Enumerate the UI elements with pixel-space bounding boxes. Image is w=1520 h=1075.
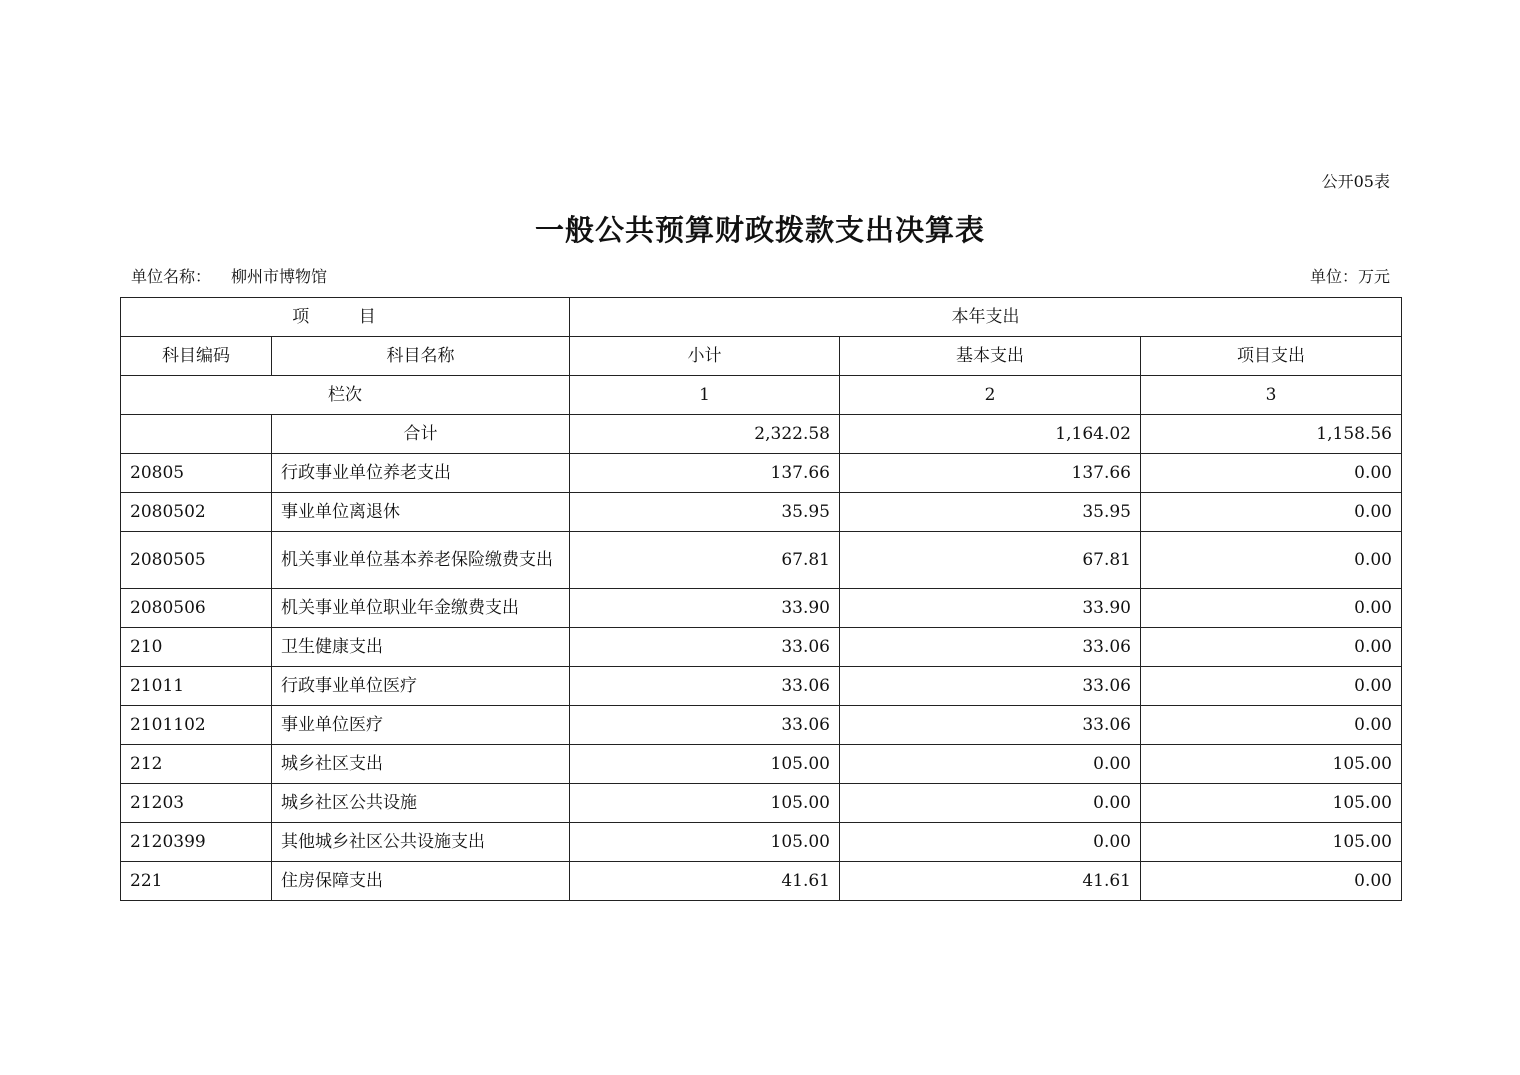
row-subtotal: 105.00 [570, 823, 840, 862]
row-basic: 137.66 [840, 454, 1141, 493]
row-code: 212 [121, 745, 272, 784]
row-basic: 33.90 [840, 589, 1141, 628]
row-subtotal: 137.66 [570, 454, 840, 493]
row-code: 221 [121, 862, 272, 901]
row-index-label: 栏次 [121, 376, 570, 415]
page-title: 一般公共预算财政拨款支出决算表 [534, 213, 985, 247]
total-subtotal: 2,322.58 [570, 415, 840, 454]
unit-name-value: 柳州市博物馆 [231, 267, 328, 286]
row-basic: 41.61 [840, 862, 1141, 901]
row-subtotal: 33.06 [570, 628, 840, 667]
row-subtotal: 105.00 [570, 745, 840, 784]
row-project: 105.00 [1141, 745, 1402, 784]
col-index-2: 2 [840, 376, 1141, 415]
row-basic: 35.95 [840, 493, 1141, 532]
row-code: 2080505 [121, 532, 272, 589]
row-code: 21203 [121, 784, 272, 823]
total-project: 1,158.56 [1141, 415, 1402, 454]
total-code [121, 415, 272, 454]
row-basic: 0.00 [840, 784, 1141, 823]
row-subtotal: 35.95 [570, 493, 840, 532]
row-subtotal: 105.00 [570, 784, 840, 823]
row-code: 2101102 [121, 706, 272, 745]
table-row [121, 628, 1402, 667]
row-basic: 33.06 [840, 628, 1141, 667]
row-project: 0.00 [1141, 589, 1402, 628]
row-project: 0.00 [1141, 454, 1402, 493]
row-project: 0.00 [1141, 667, 1402, 706]
header-name: 科目名称 [272, 337, 570, 376]
header-project: 项目支出 [1141, 337, 1402, 376]
header-row-2 [121, 337, 1402, 376]
header-item: 项 目 [121, 298, 570, 337]
total-basic: 1,164.02 [840, 415, 1141, 454]
header-row-index [121, 376, 1402, 415]
row-project: 105.00 [1141, 823, 1402, 862]
table-row [121, 493, 1402, 532]
row-subtotal: 41.61 [570, 862, 840, 901]
row-basic: 0.00 [840, 745, 1141, 784]
row-name: 事业单位医疗 [272, 706, 570, 745]
header-code: 科目编码 [121, 337, 272, 376]
row-code: 210 [121, 628, 272, 667]
total-label: 合计 [272, 415, 570, 454]
row-subtotal: 33.90 [570, 589, 840, 628]
row-subtotal: 67.81 [570, 532, 840, 589]
row-code: 2080506 [121, 589, 272, 628]
row-name: 卫生健康支出 [272, 628, 570, 667]
unit-name [131, 267, 327, 287]
form-number: 公开05表 [1321, 172, 1390, 191]
table-row [121, 823, 1402, 862]
table-row [121, 532, 1402, 589]
row-basic: 33.06 [840, 706, 1141, 745]
row-subtotal: 33.06 [570, 667, 840, 706]
row-subtotal: 33.06 [570, 706, 840, 745]
row-project: 0.00 [1141, 706, 1402, 745]
table-row [121, 745, 1402, 784]
currency-unit: 单位：万元 [1309, 267, 1390, 286]
row-name: 机关事业单位基本养老保险缴费支出 [272, 532, 570, 589]
table-row [121, 667, 1402, 706]
unit-name-label: 单位名称： [131, 267, 212, 286]
row-basic: 33.06 [840, 667, 1141, 706]
table-row [121, 862, 1402, 901]
table-row [121, 706, 1402, 745]
table-row [121, 784, 1402, 823]
row-name: 行政事业单位医疗 [272, 667, 570, 706]
total-row [121, 415, 1402, 454]
col-index-1: 1 [570, 376, 840, 415]
table-row [121, 454, 1402, 493]
row-name: 住房保障支出 [272, 862, 570, 901]
row-name: 事业单位离退休 [272, 493, 570, 532]
row-project: 0.00 [1141, 862, 1402, 901]
row-project: 105.00 [1141, 784, 1402, 823]
row-code: 2120399 [121, 823, 272, 862]
header-row-1 [121, 298, 1402, 337]
row-code: 2080502 [121, 493, 272, 532]
row-code: 21011 [121, 667, 272, 706]
row-basic: 67.81 [840, 532, 1141, 589]
row-name: 机关事业单位职业年金缴费支出 [272, 589, 570, 628]
row-name: 行政事业单位养老支出 [272, 454, 570, 493]
row-project: 0.00 [1141, 628, 1402, 667]
table-row [121, 589, 1402, 628]
header-basic: 基本支出 [840, 337, 1141, 376]
header-subtotal: 小计 [570, 337, 840, 376]
expenditure-table [120, 297, 1402, 901]
col-index-3: 3 [1141, 376, 1402, 415]
row-name: 其他城乡社区公共设施支出 [272, 823, 570, 862]
row-project: 0.00 [1141, 493, 1402, 532]
row-basic: 0.00 [840, 823, 1141, 862]
header-this-year: 本年支出 [570, 298, 1402, 337]
row-project: 0.00 [1141, 532, 1402, 589]
row-name: 城乡社区公共设施 [272, 784, 570, 823]
row-name: 城乡社区支出 [272, 745, 570, 784]
row-code: 20805 [121, 454, 272, 493]
